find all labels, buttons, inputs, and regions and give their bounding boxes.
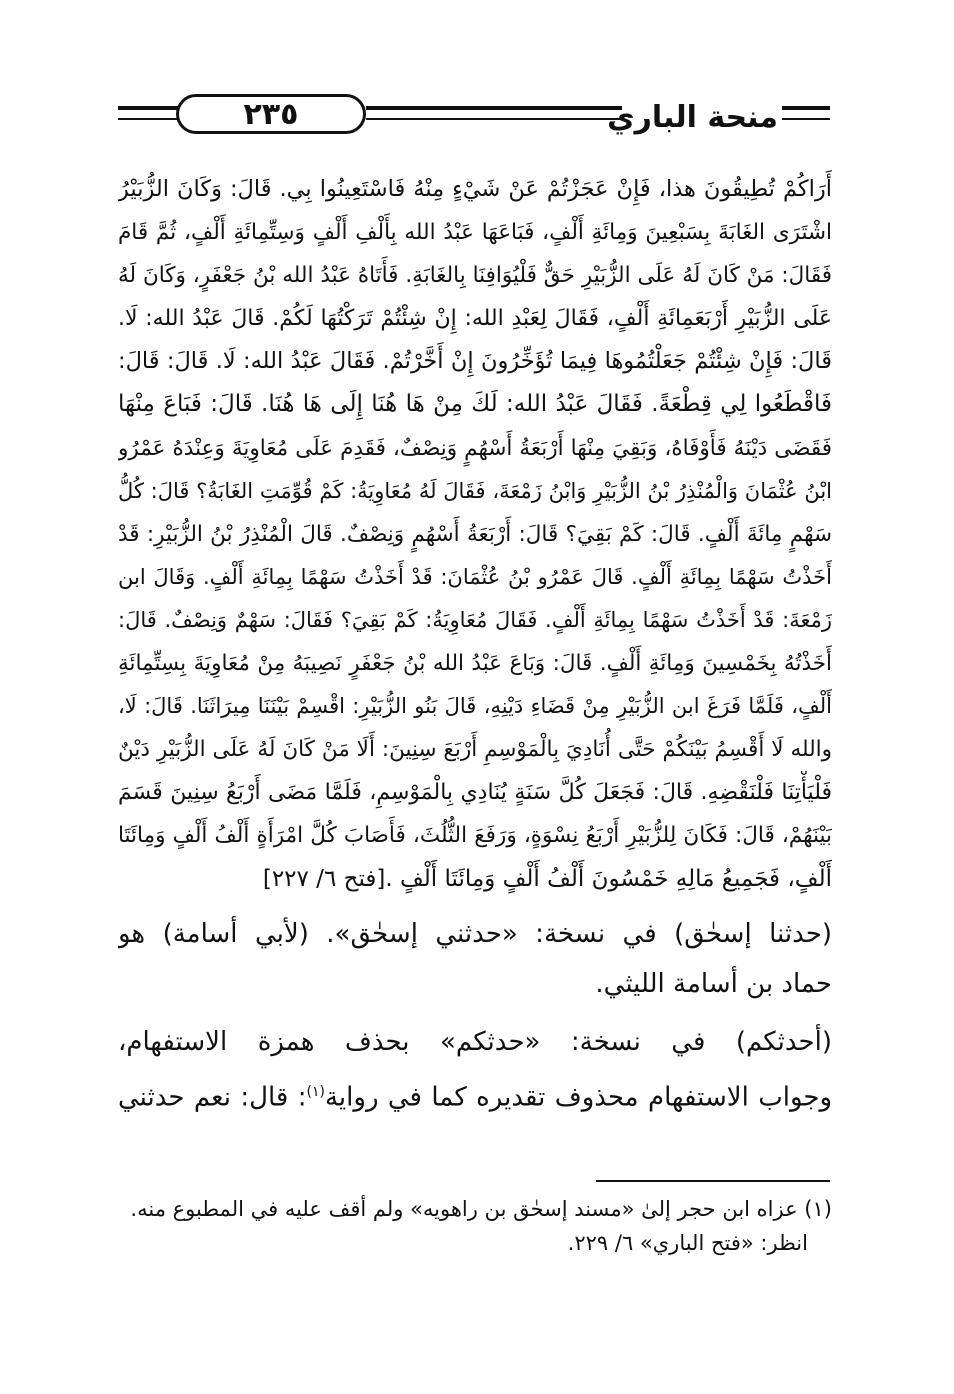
header-rule-left-top (118, 106, 178, 110)
hadith-line: قَالَ: فَإِنْ شِئْتُمْ جَعَلْتُمُوهَا فِيمَا تُؤَخِّرُونَ إِنْ أَخَّرْتُمْ. فَقَالَ عَبْدُ الله: لَا. قَالَ: قَالَ: (118, 348, 832, 375)
commentary-line: حماد بن أسامة الليثي. (595, 968, 832, 999)
hadith-line: زَمْعَةَ: قَدْ أَخَذْتُ سَهْمًا بِمِائَةِ أَلْفٍ. فَقَالَ مُعَاوِيَةُ: كَمْ بَقِيَ؟ فَقَالَ: سَهْمٌ وَنِصْفٌ. قَالَ: (118, 607, 832, 632)
header-rule-middle-top (366, 106, 622, 110)
footnote-line: انظر: «فتح الباري» ٦/ ٢٢٩. (567, 1231, 808, 1255)
footnote-separator (596, 1180, 830, 1182)
hadith-line: أَخَذْتُ سَهْمًا بِمِائَةِ أَلْفٍ. قَالَ عَمْرُو بْنُ عُثْمَانَ: قَدْ أَخَذْتُ سَهْمًا بِمِائَةِ أَلْفٍ. وَقَالَ ابن (118, 564, 832, 589)
hadith-line: اشْتَرَى الغَابَةَ بِسَبْعِينَ وَمِائَةِ أَلْفٍ، فَبَاعَهَا عَبْدُ الله بِأَلْفِ أَلْفٍ وَسِتِّمِائَةِ أَلْفٍ، ثُمَّ قَامَ (118, 220, 832, 246)
hadith-line: ابْنُ عُثْمَانَ وَالْمُنْذِرُ بْنُ الزُّبَيْرِ وَابْنُ زَمْعَةَ، فَقَالَ لَهُ مُعَاوِيَةُ: كَمْ قُوِّمَتِ الغَابَةُ؟ قَالَ: كُلُّ (118, 478, 832, 503)
header-rule-middle-bottom (366, 118, 622, 120)
hadith-line: أَرَاكُمْ تُطِيقُونَ هذا، فَإِنْ عَجَزْتُمْ عَنْ شَيْءٍ مِنْهُ فَاسْتَعِينُوا بِي. قَالَ: وَكَانَ الزُّبَيْرُ (118, 176, 832, 202)
hadith-line: والله لَا أَقْسِمُ بَيْنَكُمْ حَتَّى أُنَادِيَ بِالْمَوْسِمِ أَرْبَعَ سِنِينَ: أَلَا مَنْ كَانَ لَهُ عَلَى الزُّبَيْرِ دَيْنٌ (118, 737, 832, 763)
commentary-text: : قال: نعم حدثني (118, 1082, 307, 1113)
hadith-line: فَقَالَ: مَنْ كَانَ لَهُ عَلَى الزُّبَيْرِ حَقٌّ فَلْيُوَافِنَا بِالغَابَةِ. فَأَتَاهُ عَبْدُ الله بْنُ جَعْفَرٍ، وَكَانَ لَهُ (118, 263, 832, 289)
hadith-line: أَلْفٍ، فَجَمِيعُ مَالِهِ خَمْسُونَ أَلْفُ أَلْفٍ وَمِائَتَا أَلْفٍ .[فتح ٦/ ٢٢٧] (262, 865, 832, 892)
header-rule-right-bottom (782, 118, 830, 120)
commentary-text: وجواب الاستفهام محذوف تقديره كما في رواية (324, 1082, 832, 1113)
page-number: ٢٣٥ (176, 94, 366, 134)
hadith-line: سَهْمٍ مِائَةَ أَلْفٍ. قَالَ: كَمْ بَقِيَ؟ قَالَ: أَرْبَعَةُ أَسْهُمٍ وَنِصْفٌ. قَالَ الْمُنْذِرُ بْنُ الزُّبَيْرِ: قَدْ (118, 521, 832, 547)
hadith-line: أَلْفٍ، فَلَمَّا فَرَغَ ابن الزُّبَيْرِ مِنْ قَضَاءِ دَيْنِهِ، قَالَ بَنُو الزُّبَيْرِ: اقْسِمْ بَيْنَنَا مِيرَاثَنَا. قَالَ: لَا، (118, 694, 832, 719)
commentary-line (118, 1067, 832, 1117)
main-text (118, 168, 832, 1117)
page-header (118, 88, 830, 144)
hadith-line: بَيْنَهُمْ، قَالَ: فَكَانَ لِلزُّبَيْرِ أَرْبَعُ نِسْوَةٍ، وَرَفَعَ الثُّلُثَ، فَأَصَابَ كُلَّ امْرَأَةٍ أَلْفُ أَلْفٍ وَمِائَتَا (118, 823, 832, 849)
hadith-line: فَقَضَى دَيْنَهُ فَأَوْفَاهُ، وَبَقِيَ مِنْهَا أَرْبَعَةُ أَسْهُمٍ وَنِصْفٌ، فَقَدِمَ عَلَى مُعَاوِيَةَ وَعِنْدَهُ عَمْرُو (118, 435, 832, 461)
hadith-line: أَخَذْتُهُ بِخَمْسِينَ وَمِائَةِ أَلْفٍ. قَالَ: وَبَاعَ عَبْدُ الله بْنُ جَعْفَرٍ نَصِيبَهُ مِنْ مُعَاوِيَةَ بِسِتِّمِائَةِ (118, 651, 832, 677)
footnote-line: (١) عزاه ابن حجر إلىٰ «مسند إسحٰق بن راهويه» ولم أقف عليه في المطبوع منه. (130, 1197, 832, 1221)
hadith-line: عَلَى الزُّبَيْرِ أَرْبَعَمِائَةِ أَلْفٍ، فَقَالَ لِعَبْدِ الله: إِنْ شِئْتُمْ تَرَكْتُهَا لَكُمْ. قَالَ عَبْدُ الله: لَا. (118, 306, 832, 332)
book-title: منحة الباري (607, 100, 778, 135)
hadith-line: فَلْيَأْتِنَا فَلْنَقْضِهِ. قَالَ: فَجَعَلَ كُلَّ سَنَةٍ يُنَادِي بِالْمَوْسِمِ، فَلَمَّا مَضَى أَرْبَعُ سِنِينَ قَسَمَ (118, 780, 832, 806)
hadith-line: فَاقْطَعُوا لِي قِطْعَةً. فَقَالَ عَبْدُ الله: لَكَ مِنْ هَا هُنَا إِلَى هَا هُنَا. قَالَ: فَبَاعَ مِنْهَا (118, 391, 832, 418)
commentary-line: (أحدثكم) في نسخة: «حدثكم» بحذف همزة الاستفهام، (118, 1026, 832, 1057)
header-rule-right-top (782, 106, 830, 110)
footnote (118, 1192, 832, 1260)
commentary-line: (حدثنا إسحٰق) في نسخة: «حدثني إسحٰق». (لأبي أسامة) هو (118, 918, 832, 949)
header-rule-left-bottom (118, 118, 178, 120)
footnote-marker: (١) (306, 1083, 325, 1100)
